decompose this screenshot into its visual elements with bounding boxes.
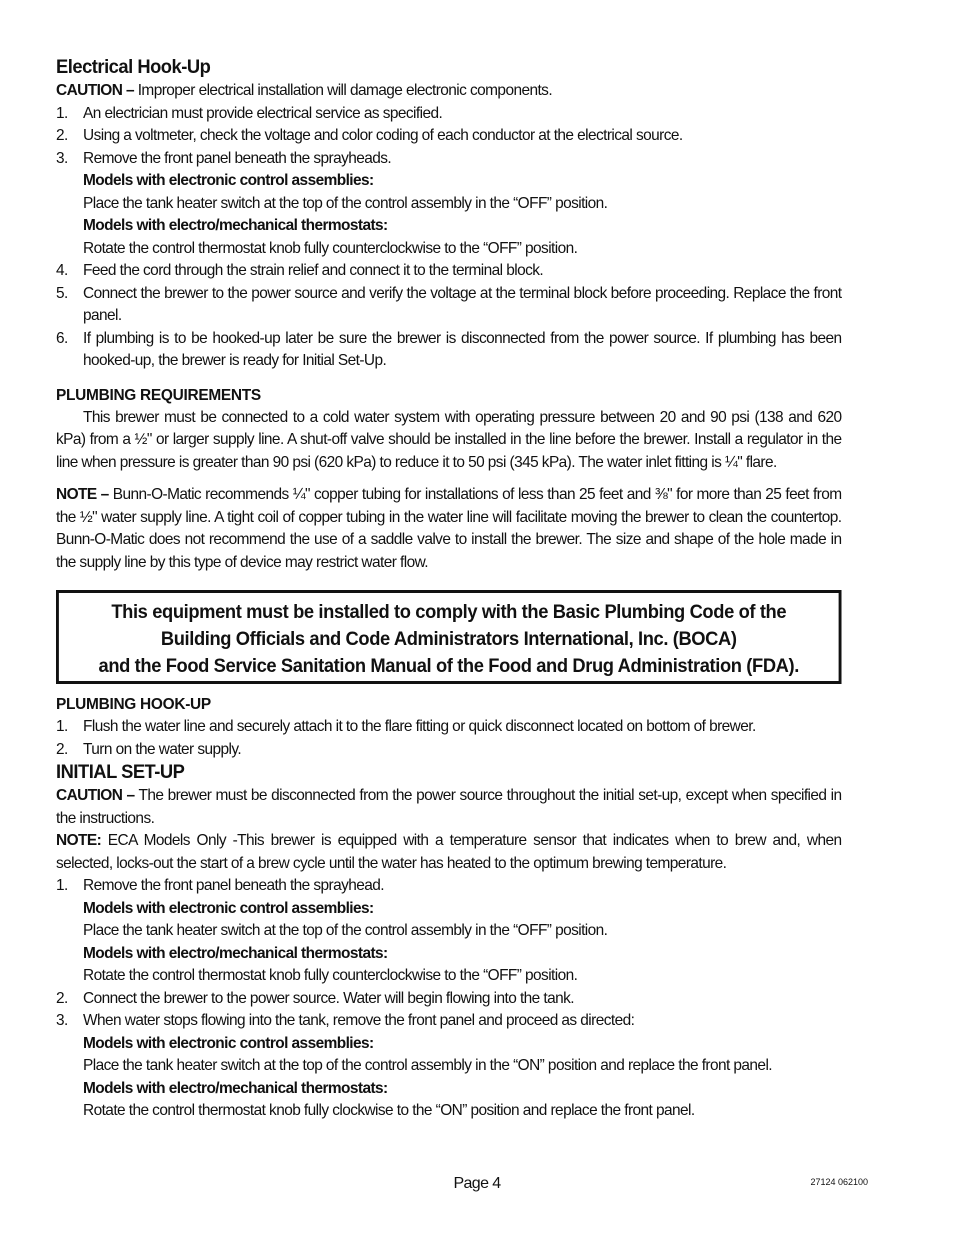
instruction-text: Place the tank heater switch at the top of the control assembly in the “OFF” position. <box>83 194 608 212</box>
plumbing-steps <box>56 716 842 761</box>
list-item: 6. If plumbing is to be hooked-up later be sure the brewer is disconnected from the power source. If plumbing has been hooked-up, the brewer is ready for Initial Set-Up. <box>56 329 842 369</box>
subheading-mechanical: Models with electro/mechanical thermostats: <box>83 944 388 962</box>
list-item: 3. When water stops flowing into the tank, remove the front panel and proceed as directed: Models with electronic control assemblies: Place the tank heater switch at the top of the control assembly in the “ON” position and replace the front panel. Models with electro/mechanical thermostats: Rotate the control thermostat knob fully clockwise to the “ON” position and replace the front panel. <box>56 1010 842 1123</box>
initial-caution: CAUTION – The brewer must be disconnected from the power source throughout the initial set-up, except when specified in the instructions. <box>56 787 842 827</box>
subheading-mechanical: Models with electro/mechanical thermostats: <box>83 1079 388 1097</box>
electrical-caution: CAUTION – Improper electrical installation will damage electronic components. <box>56 82 553 99</box>
list-item: 2. Turn on the water supply. <box>56 740 242 758</box>
electrical-steps <box>56 103 842 373</box>
plumbing-hookup-heading: PLUMBING HOOK-UP <box>56 696 211 713</box>
subheading-mechanical: Models with electro/mechanical thermostats: <box>83 217 388 234</box>
plumbing-note: NOTE – Bunn-O-Matic recommends ¼" copper tubing for installations of less than 25 feet and ⅜" for more than 25 feet from the ½" water supply line. A tight coil of copper tubing in the water line will facilitate moving the brewer to clean the countertop. Bunn-O-Matic does not recommend the use of a saddle valve to install the brewer. The size and shape of the hole made in the supply line by this type of device may restrict water flow. <box>56 486 842 571</box>
initial-note: NOTE: ECA Models Only -This brewer is equipped with a temperature sensor that indicates when to brew and, when selected, locks-out the start of a brew cycle until the water has heated to the optimum brewing temperature. <box>56 832 842 872</box>
document-page <box>56 0 842 1123</box>
subheading-electronic: Models with electronic control assemblies: <box>83 899 374 917</box>
initial-setup-heading: INITIAL SET-UP <box>56 762 185 783</box>
notice-line: and the Food Service Sanitation Manual of the Food and Drug Administration (FDA). <box>98 656 799 677</box>
list-item: 5. Connect the brewer to the power source and verify the voltage at the terminal block before proceeding. Replace the front panel. <box>56 284 842 324</box>
list-item: 4. Feed the cord through the strain relief and connect it to the terminal block. <box>56 262 544 279</box>
list-item: 1. Remove the front panel beneath the sprayhead. Models with electronic control assemblies: Place the tank heater switch at the top of the control assembly in the “OFF” position. Models with electro/mechanical thermostats: Rotate the control thermostat knob fully counterclockwise to the “OFF” position. <box>56 875 842 988</box>
instruction-text: Rotate the control thermostat knob fully clockwise to the “ON” position and replace the front panel. <box>83 1102 695 1119</box>
instruction-text: Rotate the control thermostat knob fully counterclockwise to the “OFF” position. <box>83 967 578 984</box>
electrical-hookup-heading: Electrical Hook-Up <box>56 57 211 78</box>
document-code: 27124 062100 <box>810 1177 868 1187</box>
list-item: 2. Using a voltmeter, check the voltage and color coding of each conductor at the electrical source. <box>56 127 683 144</box>
plumbing-requirements-heading: PLUMBING REQUIREMENTS <box>56 386 261 404</box>
instruction-text: Place the tank heater switch at the top of the control assembly in the “ON” position and replace the front panel. <box>83 1057 773 1074</box>
page-number: Page 4 <box>453 1175 501 1192</box>
instruction-text: Rotate the control thermostat knob fully counterclockwise to the “OFF” position. <box>83 239 578 257</box>
instruction-text: Place the tank heater switch at the top of the control assembly in the “OFF” position. <box>83 922 608 939</box>
notice-line: This equipment must be installed to comply with the Basic Plumbing Code of the <box>111 602 787 623</box>
plumbing-requirements-text: This brewer must be connected to a cold water system with operating pressure between 20 and 90 psi (138 and 620 kPa) from a ½" or larger supply line. A shut-off valve should be installed in the line before the brewer. Install a regulator in the line when pressure is greater than 90 psi (620 kPa) to reduce it to 50 psi (345 kPa). The water inlet fitting is ¼" flare. <box>56 408 842 471</box>
list-item: 1. An electrician must provide electrical service as specified. <box>56 104 443 122</box>
subheading-electronic: Models with electronic control assemblies: <box>83 172 374 189</box>
subheading-electronic: Models with electronic control assemblies: <box>83 1034 374 1052</box>
list-item: 1. Flush the water line and securely attach it to the flare fitting or quick disconnect located on bottom of brewer. <box>56 718 756 735</box>
notice-line: Building Officials and Code Administrators International, Inc. (BOCA) <box>160 629 737 650</box>
initial-steps <box>56 875 842 1123</box>
list-item: 2. Connect the brewer to the power source. Water will begin flowing into the tank. <box>56 989 574 1007</box>
compliance-notice-box <box>56 590 842 684</box>
list-item: 3. Remove the front panel beneath the sprayheads. Models with electronic control assemblies: Place the tank heater switch at the top of the control assembly in the “OFF” position. Models with electro/mechanical thermostats: Rotate the control thermostat knob fully counterclockwise to the “OFF” position. <box>56 148 842 261</box>
